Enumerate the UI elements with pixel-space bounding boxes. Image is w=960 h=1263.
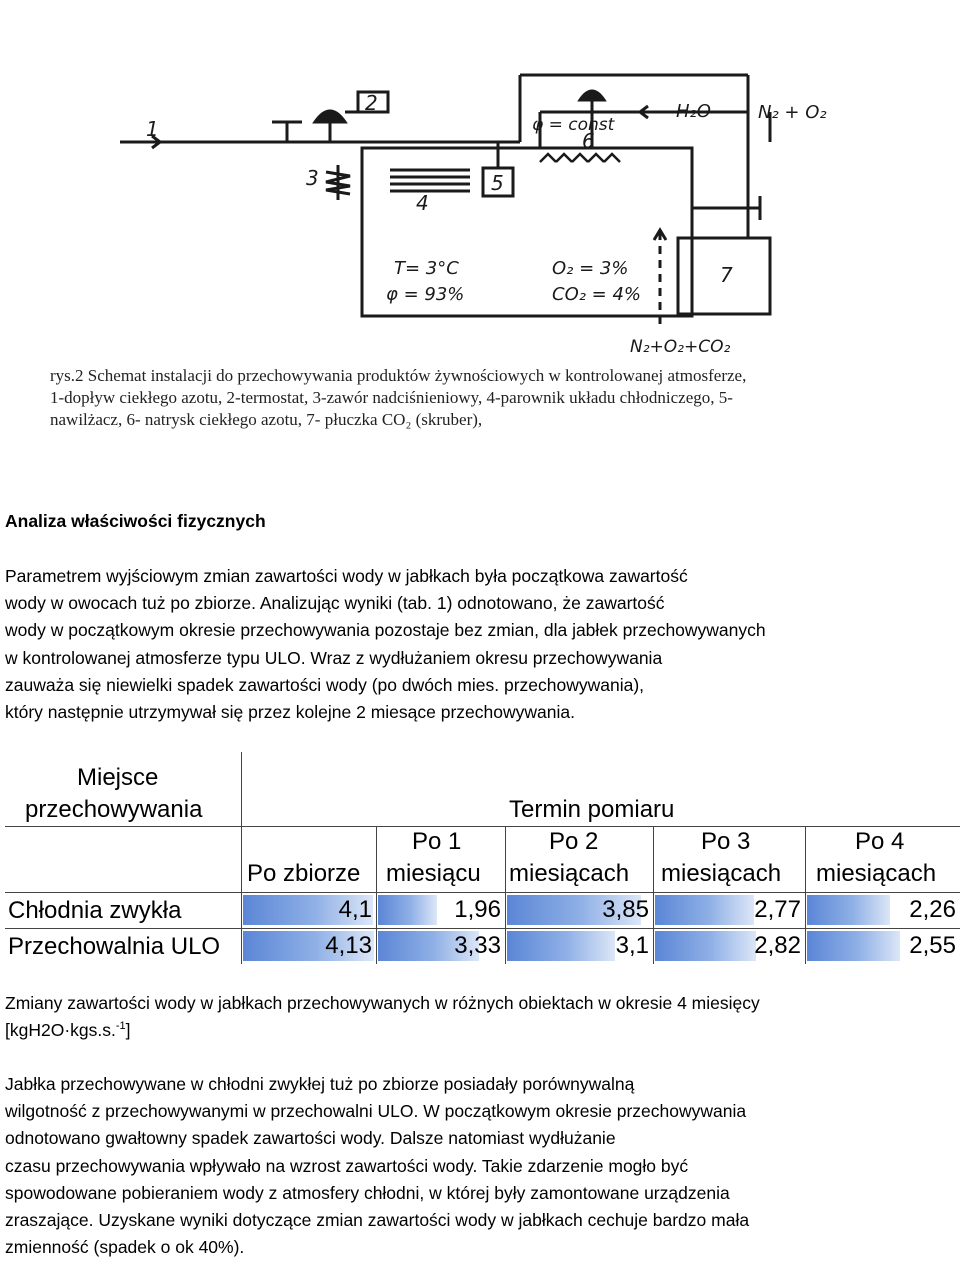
column-header-line2: miesiącu (386, 860, 481, 887)
table-cell (505, 893, 653, 927)
paragraph-line: zraszające. Uzyskane wyniki dotyczące zmian zawartości wody w jabłkach cechuje bardzo mała (5, 1210, 750, 1231)
value-bar (807, 895, 890, 925)
label-3: 3 (306, 166, 319, 190)
column-header-line2: Po zbiorze (247, 860, 361, 887)
paragraph-line: zauważa się niewielki spadek zawartości wody (po dwóch mies. przechowywania), (5, 674, 645, 695)
paragraph-line: zmienność (spadek o ok 40%). (5, 1237, 245, 1258)
label-7: 7 (720, 263, 733, 287)
corner-header-line1: Miejsce (77, 764, 159, 791)
unit-exponent: -1 (115, 1020, 126, 1033)
paragraph-line: który następnie utrzymywał się przez kolejne 2 miesące przechowywania. (5, 702, 575, 723)
schematic-svg (0, 0, 960, 360)
cell-value: 2,82 (754, 932, 801, 959)
caption-line: nawilżacz, 6- natrysk ciekłego azotu, 7- płuczka CO₂ (skruber), (50, 410, 483, 429)
label-temperature: T= 3°C (394, 258, 459, 279)
table-cell (376, 929, 505, 963)
paragraph-line: Jabłka przechowywane w chłodni zwykłej tuż po zbiorze posiadały porównywalną (5, 1074, 635, 1094)
table-caption (5, 990, 945, 1044)
unit-text: [kgH2O·kgs.s. (5, 1020, 116, 1041)
corner-header-line2: przechowywania (25, 796, 203, 823)
evaporator (390, 170, 470, 191)
installation-diagram (0, 0, 960, 460)
paragraph-line: wilgotność z przechowywanymi w przechowalni ULO. W początkowym okresie przechowywania (5, 1101, 747, 1122)
value-bar (378, 895, 437, 925)
paragraph-line: czasu przechowywania wpływało na wzrost zawartości wody. Takie zdarzenie mogło być (5, 1155, 689, 1176)
column-header-line1: Po 3 (701, 828, 751, 855)
column-header-line1: Po 1 (412, 828, 462, 855)
paragraph-line: w kontrolowanej atmosferze typu ULO. Wraz z wydłużaniem okresu przechowywania (5, 647, 663, 668)
label-humidity: φ = 93% (386, 284, 465, 305)
table-caption-unit (5, 1017, 945, 1044)
table-cell (653, 929, 805, 963)
cell-value: 4,1 (338, 896, 372, 923)
column-header-line1: Po 4 (855, 828, 905, 855)
table-caption-main: Zmiany zawartości wody w jabłkach przechowywanych w różnych obiektach w okresie 4 miesięcy (5, 993, 760, 1013)
paragraph-line: wody w początkowym okresie przechowywania pozostaje bez zmian, dla jabłek przechowywanych (5, 620, 766, 641)
label-4: 4 (416, 191, 429, 215)
table-cell (241, 893, 376, 927)
cell-value: 2,77 (754, 896, 801, 923)
figure-caption (50, 365, 930, 431)
column-header-line2: miesiącach (509, 860, 630, 887)
cell-value: 1,96 (454, 896, 501, 923)
water-content-table (0, 752, 960, 964)
table-cell (241, 929, 376, 963)
column-header-line2: miesiącach (816, 860, 937, 887)
cell-value: 2,26 (909, 896, 956, 923)
unit-close: ] (125, 1020, 131, 1041)
table-cell (653, 893, 805, 927)
table-cell (505, 929, 653, 963)
caption-line: 1-dopływ ciekłego azotu, 2-termostat, 3-zawór nadciśnieniowy, 4-parownik układu chłodniczego, 5- (50, 388, 733, 407)
row-label: Przechowalnia ULO (8, 933, 221, 960)
table-cell (805, 929, 960, 963)
cell-value: 2,55 (909, 932, 956, 959)
value-bar (655, 931, 756, 961)
label-h2o: H₂O (676, 101, 711, 122)
value-bar (807, 931, 900, 961)
value-bar (507, 931, 615, 961)
paragraph-2 (5, 1071, 945, 1261)
section-heading: Analiza właściwości fizycznych (5, 511, 266, 531)
label-2: 2 (365, 91, 378, 115)
group-header: Termin pomiaru (509, 796, 675, 823)
label-n2-o2: N₂ + O₂ (758, 102, 827, 123)
table-cell (805, 893, 960, 927)
paragraph-line: odnotowano gwałtowny spadek zawartości wody. Dalsze natomiast wydłużanie (5, 1128, 616, 1149)
label-co2: CO₂ = 4% (552, 284, 642, 305)
label-6: 6 (582, 129, 595, 153)
caption-line: rys.2 Schemat instalacji do przechowywania produktów żywnościowych w kontrolowanej atmosferze, (50, 366, 747, 385)
cell-value: 3,33 (454, 932, 501, 959)
table-cell (376, 893, 505, 927)
paragraph-1 (5, 563, 945, 726)
label-5: 5 (491, 171, 504, 195)
column-header-line1: Po 2 (549, 828, 599, 855)
value-bar (655, 895, 754, 925)
cell-value: 3,1 (615, 932, 649, 959)
cell-value: 3,85 (602, 896, 649, 923)
paragraph-line: wody w owocach tuż po zbiorze. Analizując wyniki (tab. 1) odnotowano, że zawartość (5, 593, 665, 614)
row-label: Chłodnia zwykła (8, 897, 182, 924)
label-o2: O₂ = 3% (552, 258, 629, 279)
label-phi-const: φ = const (532, 115, 615, 135)
paragraph-line: Parametrem wyjściowym zmian zawartości wody w jabłkach była początkowa zawartość (5, 566, 688, 586)
paragraph-line: spowodowane pobieraniem wody z atmosfery chłodni, w której były zamontowane urządzenia (5, 1182, 730, 1203)
label-exhaust: N₂+O₂+CO₂ (630, 337, 731, 357)
cell-value: 4,13 (325, 932, 372, 959)
column-header-line2: miesiącach (661, 860, 782, 887)
label-1: 1 (146, 117, 159, 141)
